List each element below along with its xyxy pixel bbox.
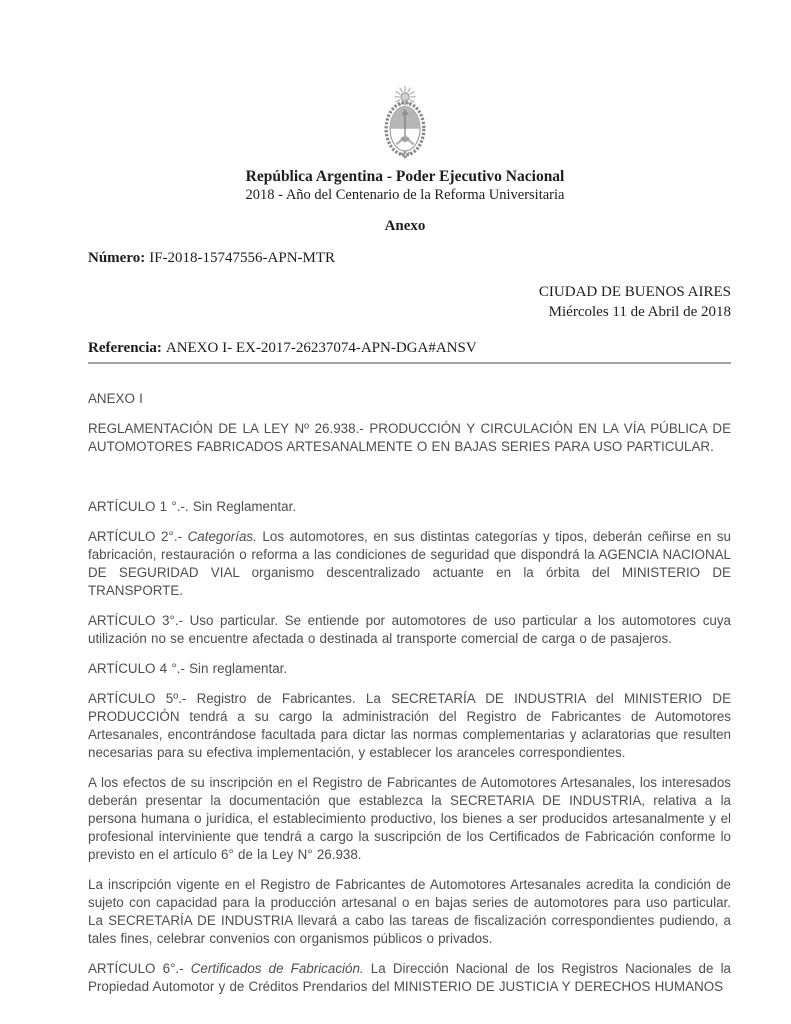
articulo-2-lead: ARTÍCULO 2°.- bbox=[88, 529, 188, 544]
doc-type-title: Anexo bbox=[384, 218, 426, 234]
coat-of-arms-container bbox=[79, 84, 731, 162]
articulo-2 bbox=[88, 528, 731, 600]
parrafo-inscripcion-vigente: La inscripción vigente en el Registro de Fabricantes de Automotores Artesanales acredita la condición de sujeto con capacidad para la producción artesanal o en bajas series de automotores para uso particular. La SECRETARÍA DE INDUSTRIA llevará a cabo las tareas de fiscalización correspondientes pudiendo, a tales fines, celebrar convenios con organismos públicos o privados. bbox=[88, 877, 731, 946]
articulo-2-term: Categorías. bbox=[187, 529, 257, 544]
year-motto: 2018 - Año del Centenario de la Reforma Universitaria bbox=[245, 187, 565, 203]
parrafo-registro-inscripcion: A los efectos de su inscripción en el Registro de Fabricantes de Automotores Artesanales, los interesados deberán presentar la documentación que establezca la SECRETARIA DE INDUSTRIA, relativa a la persona humana o jurídica, el establecimiento productivo, los bienes a ser producidos artesanalmente y el profesional interviniente que tendrá a cargo la suscripción de los Certificados de Fabricación conforme lo previsto en el artículo 6° de la Ley N° 26.938. bbox=[88, 775, 731, 862]
articulo-1: ARTÍCULO 1 °.-. Sin Reglamentar. bbox=[88, 499, 297, 514]
header-divider bbox=[88, 362, 731, 364]
document-body bbox=[88, 390, 731, 996]
reference-label: Referencia: bbox=[88, 340, 162, 356]
number-label: Número: bbox=[88, 250, 146, 266]
number-value: IF-2018-15747556-APN-MTR bbox=[149, 250, 336, 266]
articulo-2-text: Los automotores, en sus distintas categorías y tipos, deberán ceñirse en su fabricación, restauración o reforma a las condiciones de seguridad que dispondrá la AGENCIA NACIONAL DE SEGURIDAD VIAL organismo descentralizado actuante en la órbita del MINISTERIO DE TRANSPORTE. bbox=[88, 529, 731, 598]
annex-title: ANEXO I bbox=[88, 391, 143, 406]
regulation-title: REGLAMENTACIÓN DE LA LEY Nº 26.938.- PRODUCCIÓN Y CIRCULACIÓN EN LA VÍA PÚBLICA DE AUTOMOTORES FABRICADOS ARTESANALMENTE O EN BAJAS SERIES PARA USO PARTICULAR. bbox=[88, 421, 731, 454]
articulo-6-term: Certificados de Fabricación. bbox=[190, 961, 364, 976]
org-title: República Argentina - Poder Ejecutivo Nacional bbox=[245, 168, 565, 185]
articulo-6-text: La Dirección Nacional de los Registros Nacionales de la Propiedad Automotor y de Créditos Prendarios del MINISTERIO DE JUSTICIA Y DERECHOS HUMANOS bbox=[88, 961, 731, 994]
city-line: CIUDAD DE BUENOS AIRES bbox=[538, 284, 731, 300]
reference-row bbox=[88, 339, 731, 357]
articulo-4: ARTÍCULO 4 °.- Sin reglamentar. bbox=[88, 661, 288, 676]
date-line: Miércoles 11 de Abril de 2018 bbox=[548, 304, 731, 320]
articulo-6 bbox=[88, 960, 731, 996]
argentina-coat-of-arms-icon bbox=[376, 84, 434, 162]
document-number-row bbox=[88, 249, 731, 267]
articulo-5: ARTÍCULO 5º.- Registro de Fabricantes. La SECRETARÍA DE INDUSTRIA del MINISTERIO DE PRODUCCIÓN tendrá a su cargo la administración del Registro de Fabricantes de Automotores Artesanales, encontrándose facultada para dictar las normas complementarias y aclaratorias que resulten necesarias para su efectiva implementación, y establecer los aranceles correspondientes. bbox=[88, 691, 731, 760]
document-header bbox=[88, 84, 731, 364]
articulo-3: ARTÍCULO 3°.- Uso particular. Se entiende por automotores de uso particular a los automotores cuya utilización no se encuentre afectada o destinada al transporte comercial de carga o de pasajeros. bbox=[88, 613, 731, 646]
articulo-6-lead: ARTÍCULO 6°.- bbox=[88, 961, 191, 976]
reference-value: ANEXO I- EX-2017-26237074-APN-DGA#ANSV bbox=[165, 340, 477, 356]
